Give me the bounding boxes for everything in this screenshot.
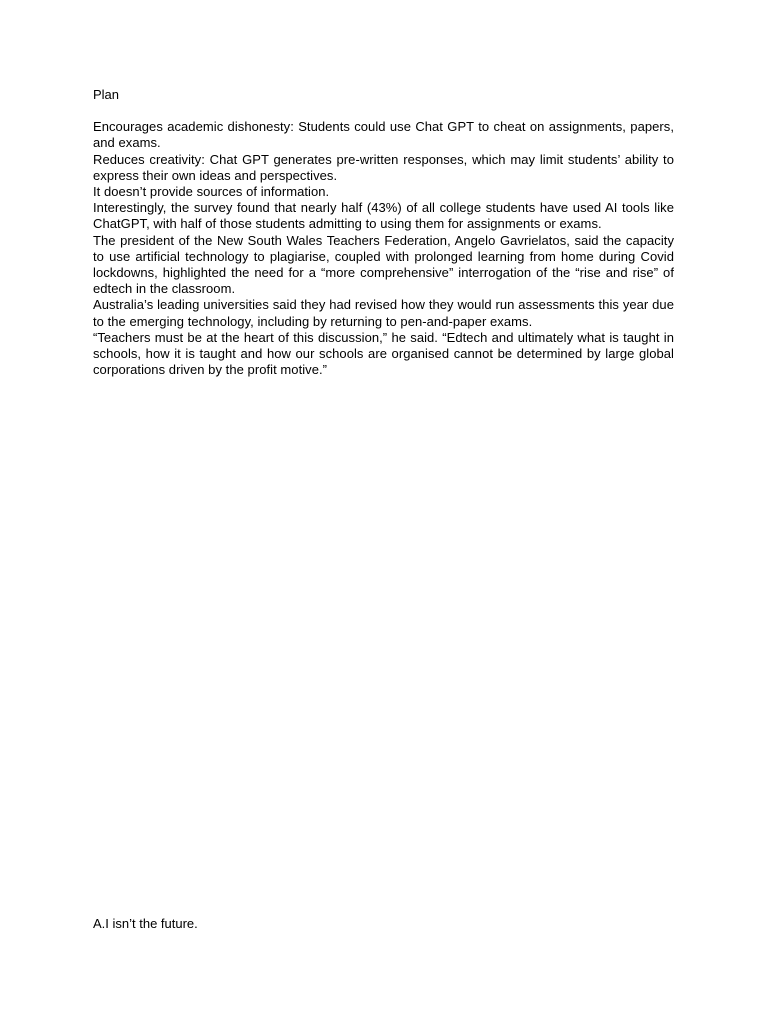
paragraph-teachers-federation: The president of the New South Wales Teachers Federation, Angelo Gavrielatos, said the capacity to use artificial technology to plagiarise, coupled with prolonged learning from home during Covid lockdowns, highlighted the need for a “more comprehensive” interrogation of the “rise and rise” of edtech in the classroom. bbox=[93, 232, 674, 297]
paragraph-no-sources: It doesn’t provide sources of information. bbox=[93, 184, 330, 200]
paragraph-academic-dishonesty: Encourages academic dishonesty: Students could use Chat GPT to cheat on assignments, papers, and exams. bbox=[93, 119, 674, 151]
paragraph-reduces-creativity: Reduces creativity: Chat GPT generates pre-written responses, which may limit students’ ability to express their own ideas and perspectives. bbox=[93, 151, 674, 183]
document-title: Plan bbox=[93, 87, 120, 102]
document-body bbox=[93, 87, 674, 378]
paragraph-universities: Australia’s leading universities said they had revised how they would run assessments this year due to the emerging technology, including by returning to pen-and-paper exams. bbox=[93, 297, 674, 329]
paragraph-survey: Interestingly, the survey found that nearly half (43%) of all college students have used AI tools like ChatGPT, with half of those students admitting to using them for assignments or exams. bbox=[93, 200, 674, 232]
document-footer-line: A.I isn’t the future. bbox=[93, 916, 198, 931]
paragraph-quote: “Teachers must be at the heart of this discussion,” he said. “Edtech and ultimately what is taught in schools, how it is taught and how our schools are organised cannot be determined by large global corporations driven by the profit motive.” bbox=[93, 329, 674, 378]
